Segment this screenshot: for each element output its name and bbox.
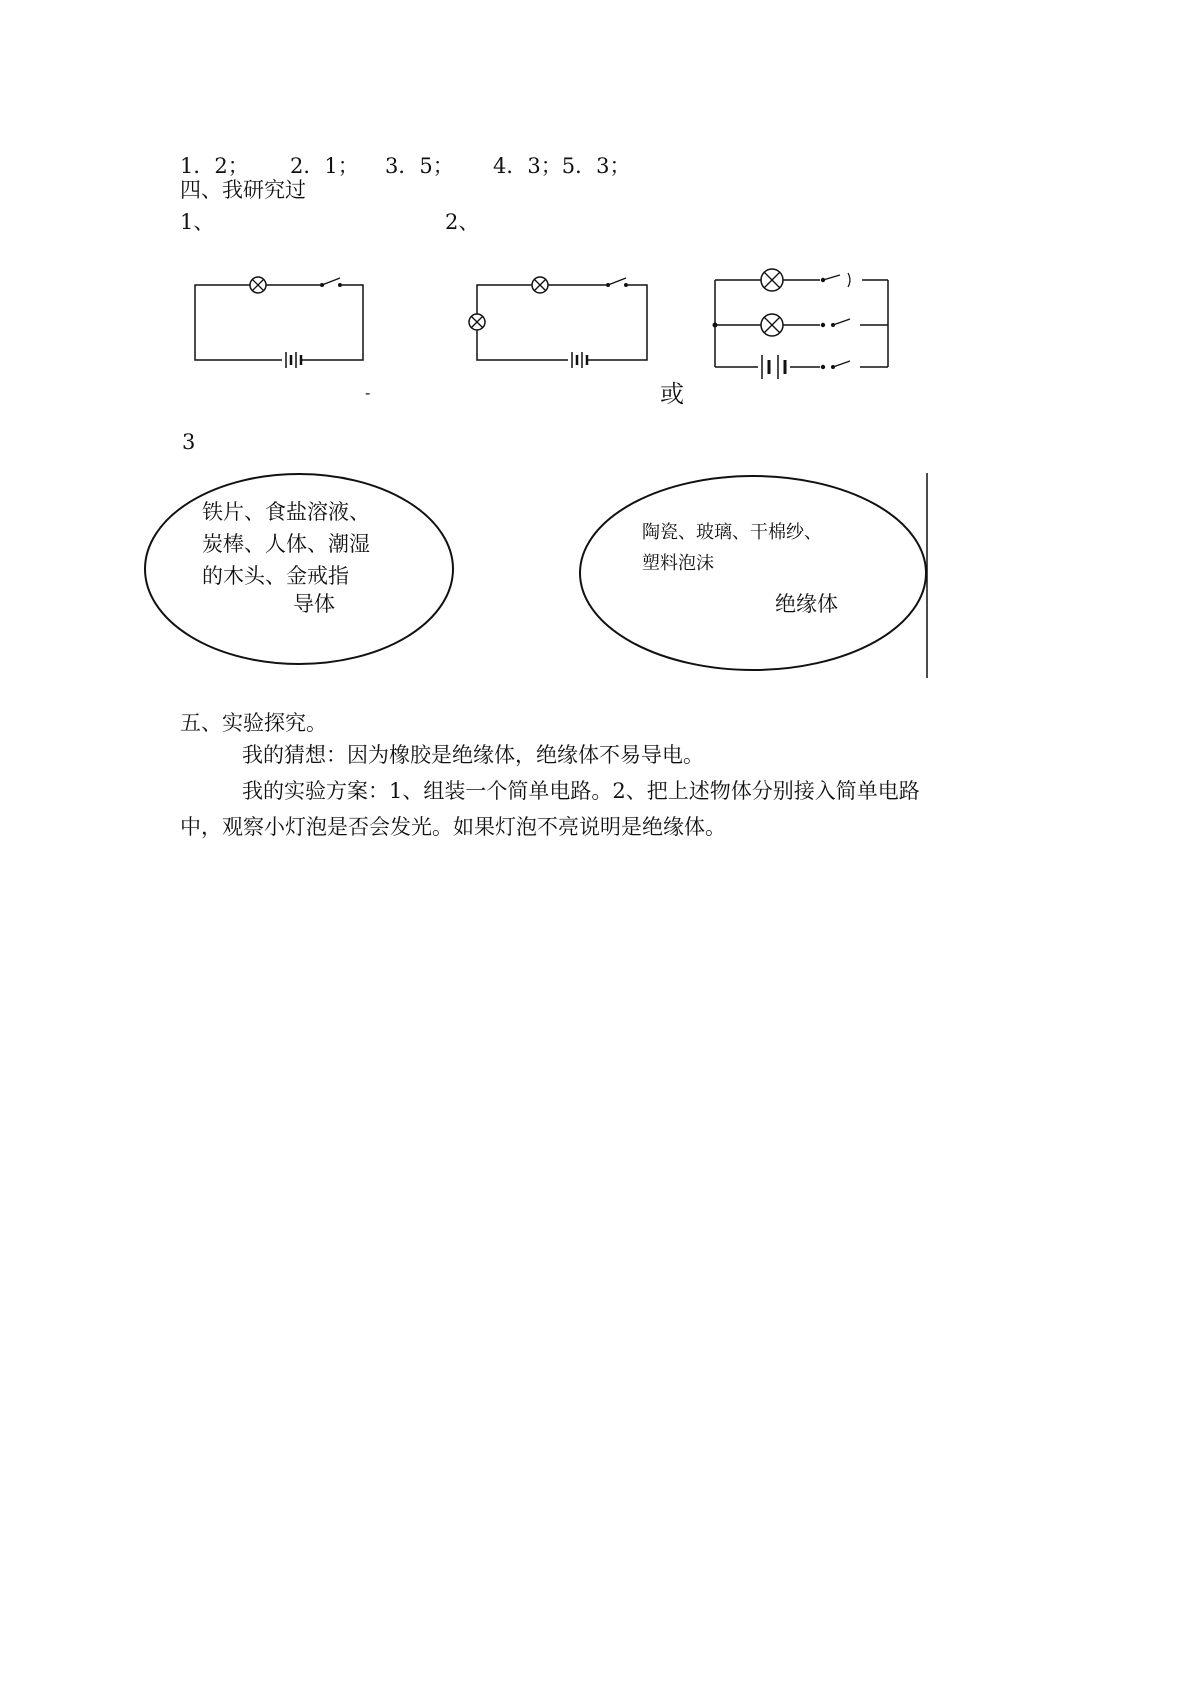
section5-title: 五、实验探究。 [180, 711, 327, 735]
circuit-diagram-1 [190, 270, 370, 370]
conductor-line-2: 炭棒、人体、潮湿 [202, 532, 370, 556]
insulator-label: 绝缘体 [775, 592, 838, 616]
insulator-ellipse [575, 470, 935, 685]
plan-text-2: 中，观察小灯泡是否会发光。如果灯泡不亮说明是绝缘体。 [180, 815, 726, 839]
answer-2: 2．1； [290, 154, 359, 178]
item-2-label: 2、 [445, 210, 480, 234]
conductor-line-1: 铁片、食盐溶液、 [202, 500, 370, 524]
circuit-diagram-2-series [468, 270, 658, 370]
item-3-label: 3 [182, 430, 196, 454]
plan-text-1: 我的实验方案：1、组装一个简单电路。2、把上述物体分别接入简单电路 [242, 779, 920, 803]
answer-4-5: 4．3；5．3； [493, 154, 631, 178]
answer-1: 1．2； [180, 154, 249, 178]
dash-mark: - [365, 383, 371, 402]
conductor-label: 导体 [293, 592, 335, 616]
guess-text: 我的猜想：因为橡胶是绝缘体，绝缘体不易导电。 [242, 743, 704, 767]
insulator-line-2: 塑料泡沫 [642, 553, 714, 574]
circuit-diagram-3-parallel [710, 265, 895, 385]
insulator-line-1: 陶瓷、玻璃、干棉纱、 [642, 522, 822, 543]
item-1-label: 1、 [180, 210, 215, 234]
or-label: 或 [660, 380, 684, 408]
conductor-line-3: 的木头、金戒指 [202, 564, 349, 588]
section4-title: 四、我研究过 [180, 178, 306, 202]
answer-3: 3．5； [385, 154, 454, 178]
